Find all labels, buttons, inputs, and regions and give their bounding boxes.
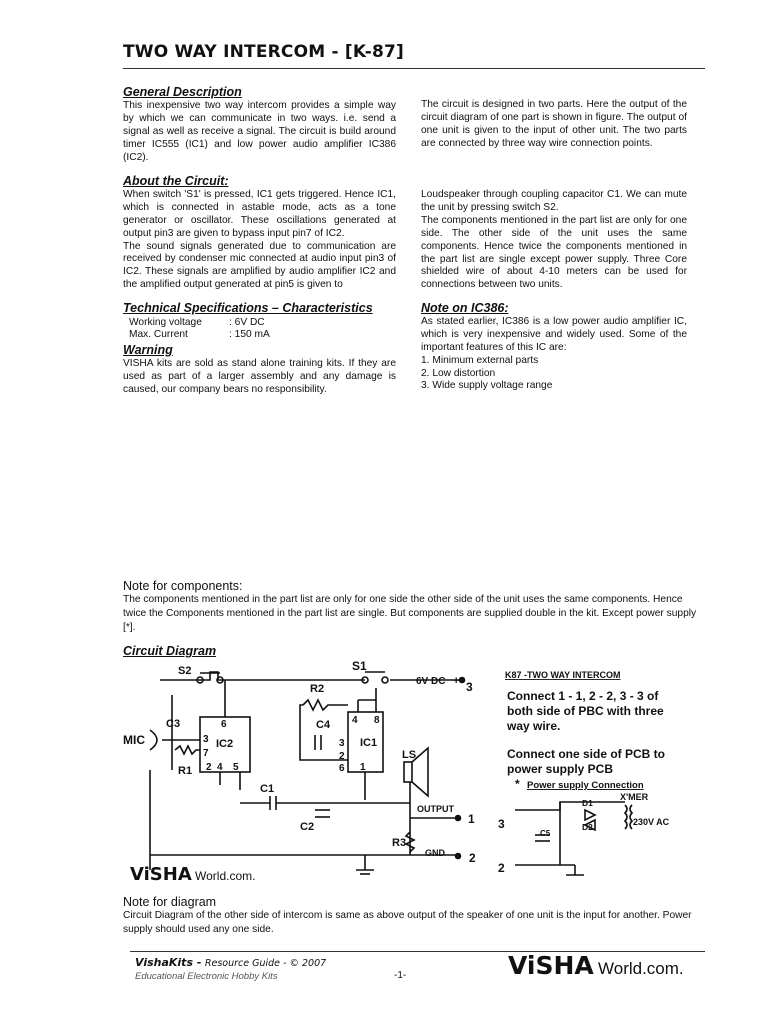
- panel-connect-3: way wire.: [507, 719, 561, 733]
- panel-pcb-1: Connect one side of PCB to: [507, 747, 666, 761]
- specs-section: [123, 302, 396, 397]
- r2-label: R2: [310, 683, 325, 695]
- panel-pin3: 3: [498, 817, 505, 831]
- panel-xmer: X'MER: [620, 792, 649, 802]
- footer-logo-big: ViSHA: [508, 951, 594, 980]
- ic1-pin2: 2: [339, 751, 345, 762]
- ic1-label: IC1: [360, 737, 378, 749]
- s2-label: S2: [178, 665, 192, 677]
- general-left-column: [123, 86, 396, 164]
- d1-diode: [585, 810, 595, 820]
- warning-text: VISHA kits are sold as stand alone training kits. If they are used as part of a larger assembly and any damage is caused, our company bears no responsibility.: [123, 357, 396, 395]
- diagram-note-heading: Note for diagram: [123, 895, 217, 909]
- about-text-1: When switch 'S1' is pressed, IC1 gets triggered. Hence IC1, which is connected in astable mode, acts as a tone generator or oscillator. These oscillations generated at output pin3 are given to bypass input pin7 of IC2.: [123, 188, 396, 239]
- speaker-icon: [404, 762, 412, 782]
- footer-brand: [135, 956, 326, 969]
- diagram-note-text: Circuit Diagram of the other side of intercom is same as above output of the speaker of one unit is the input for another. Power supply should used any one side.: [123, 910, 692, 935]
- panel-connect-2: both side of PBC with three: [507, 704, 664, 718]
- gnd-terminal: [456, 854, 461, 859]
- panel-connect-1: Connect 1 - 1, 2 - 2, 3 - 3 of: [507, 689, 659, 703]
- spec-item: Max. Current : 150 mA: [129, 329, 270, 341]
- about-right-text-2: The components mentioned in the part list are only for one side. The other side of the unit uses the same components. Hence twice the components mentioned in the part list are single except power supply. Three Core shielded wire of about 4-10 meters can be used for connections between two units.: [421, 214, 687, 291]
- ic2-pin2: 2: [206, 762, 212, 773]
- output-label: OUTPUT: [417, 804, 454, 814]
- c3-label: C3: [166, 718, 181, 730]
- general-text: This inexpensive two way intercom provides a simple way by which we can communicate in two ways. i.e. send a signal as well as receive a signal. The circuit is build around timer IC555 (IC1) and low power audio amplifier IC386 (IC2).: [123, 99, 396, 163]
- ic1-pin8: 8: [374, 715, 380, 726]
- footer-logo: [506, 950, 706, 980]
- footer-logo-small: World.com.: [598, 959, 684, 978]
- output-terminal: [456, 816, 461, 821]
- general-right-column: [421, 99, 687, 151]
- wire: [515, 802, 625, 810]
- ic2-pin7: 7: [203, 748, 209, 759]
- panel-d1: D1: [582, 798, 593, 808]
- footer-guide: Resource Guide - © 2007: [204, 958, 327, 969]
- transformer-coil: [630, 805, 632, 829]
- spec-item: Working voltage : 6V DC: [129, 316, 265, 328]
- ic2-pin4: 4: [217, 762, 223, 773]
- ic386-feature: 2. Low distortion: [421, 367, 496, 379]
- panel-ac: 230V AC: [633, 817, 670, 827]
- panel-pcb-2: power supply PCB: [507, 762, 614, 776]
- s1-contact: [382, 677, 388, 683]
- ic2-pin3: 3: [203, 734, 209, 745]
- components-note-heading: Note for components:: [123, 579, 243, 593]
- ic1-pin4: 4: [352, 715, 358, 726]
- panel-title: K87 -TWO WAY INTERCOM: [505, 670, 621, 680]
- about-right-column: [421, 189, 687, 292]
- ls-label: LS: [402, 749, 417, 761]
- ic386-heading: Note on IC386:: [421, 301, 509, 315]
- r1-resistor: [175, 746, 200, 754]
- specs-heading: Technical Specifications – Characteristics: [123, 301, 373, 315]
- footer-brand-name: VishaKits -: [135, 956, 202, 969]
- about-left-column: [123, 175, 396, 292]
- header-divider: [123, 68, 705, 69]
- gnd-label: GND: [425, 848, 445, 858]
- footer-subtitle: Educational Electronic Hobby Kits: [135, 971, 278, 982]
- specs-list: [129, 317, 396, 342]
- ic1-pin6: 6: [339, 763, 345, 774]
- ic386-section: [421, 302, 687, 393]
- c2-label: C2: [300, 821, 315, 833]
- ic2-label: IC2: [216, 738, 234, 750]
- c4-label: C4: [316, 719, 331, 731]
- page-title: TWO WAY INTERCOM - [K-87]: [123, 42, 405, 62]
- asterisk-icon: *: [515, 777, 520, 791]
- mic-label: MIC: [123, 733, 145, 747]
- about-heading: About the Circuit:: [123, 174, 229, 188]
- mic-icon: [150, 730, 157, 750]
- transformer-coil: [625, 805, 627, 829]
- r1-label: R1: [178, 765, 193, 777]
- components-note-text: The components mentioned in the part list are only for one side the other side of the unit uses the same components. Hence twice the Components mentioned in the part list are single. But components are supplied double in the kit. Except power supply [*].: [123, 594, 697, 633]
- panel-pin2: 2: [498, 861, 505, 875]
- warning-heading: Warning: [123, 342, 173, 357]
- ic2-pin6: 6: [221, 719, 227, 730]
- page-number: -1-: [394, 970, 407, 981]
- ic1-pin1: 1: [360, 762, 366, 773]
- r2-resistor: [303, 700, 348, 710]
- panel-ps-title: Power supply Connection: [527, 780, 644, 791]
- about-right-text-1: Loudspeaker through coupling capacitor C1. We can mute the unit by pressing switch S2.: [421, 189, 687, 213]
- general-right-text: The circuit is designed in two parts. Here the output of the circuit diagram of one part is shown in figure. The output of one unit is given to the input of other unit. The two parts are connected by three way wire connection points.: [421, 99, 687, 149]
- plus-sign: +: [453, 675, 460, 687]
- panel-d2: D2: [582, 822, 593, 832]
- diagram-brand-big: ViSHA: [130, 864, 192, 885]
- ic386-feature: 3. Wide supply voltage range: [421, 380, 553, 392]
- output-pin-label: 1: [468, 812, 475, 826]
- panel-c5: C5: [540, 829, 551, 838]
- supply-terminal: [460, 678, 465, 683]
- ic1-pin3: 3: [339, 738, 345, 749]
- supply-pin-label: 3: [466, 680, 473, 694]
- about-text-2: The sound signals generated due to communication are received by condenser mic connected at audio input pin3 of IC2. These signals are amplified by audio amplifier IC2 and the amplified output generated at pin5 is given to: [123, 240, 396, 291]
- circuit-heading: Circuit Diagram: [123, 644, 217, 658]
- diagram-brand-small: World.com.: [195, 869, 256, 883]
- c1-label: C1: [260, 783, 275, 795]
- general-heading: General Description: [123, 85, 242, 99]
- ic386-feature: 1. Minimum external parts: [421, 354, 539, 366]
- ic2-pin5: 5: [233, 762, 239, 773]
- supply-label: 6V DC: [416, 676, 446, 687]
- s1-label: S1: [352, 659, 367, 673]
- r3-label: R3: [392, 837, 407, 849]
- ic386-text: As stated earlier, IC386 is a low power audio amplifier IC, which is very inexpensive and widely used. Some of the important features of this IC are:: [421, 315, 687, 353]
- gnd-pin-label: 2: [469, 851, 476, 865]
- circuit-diagram: [120, 659, 670, 890]
